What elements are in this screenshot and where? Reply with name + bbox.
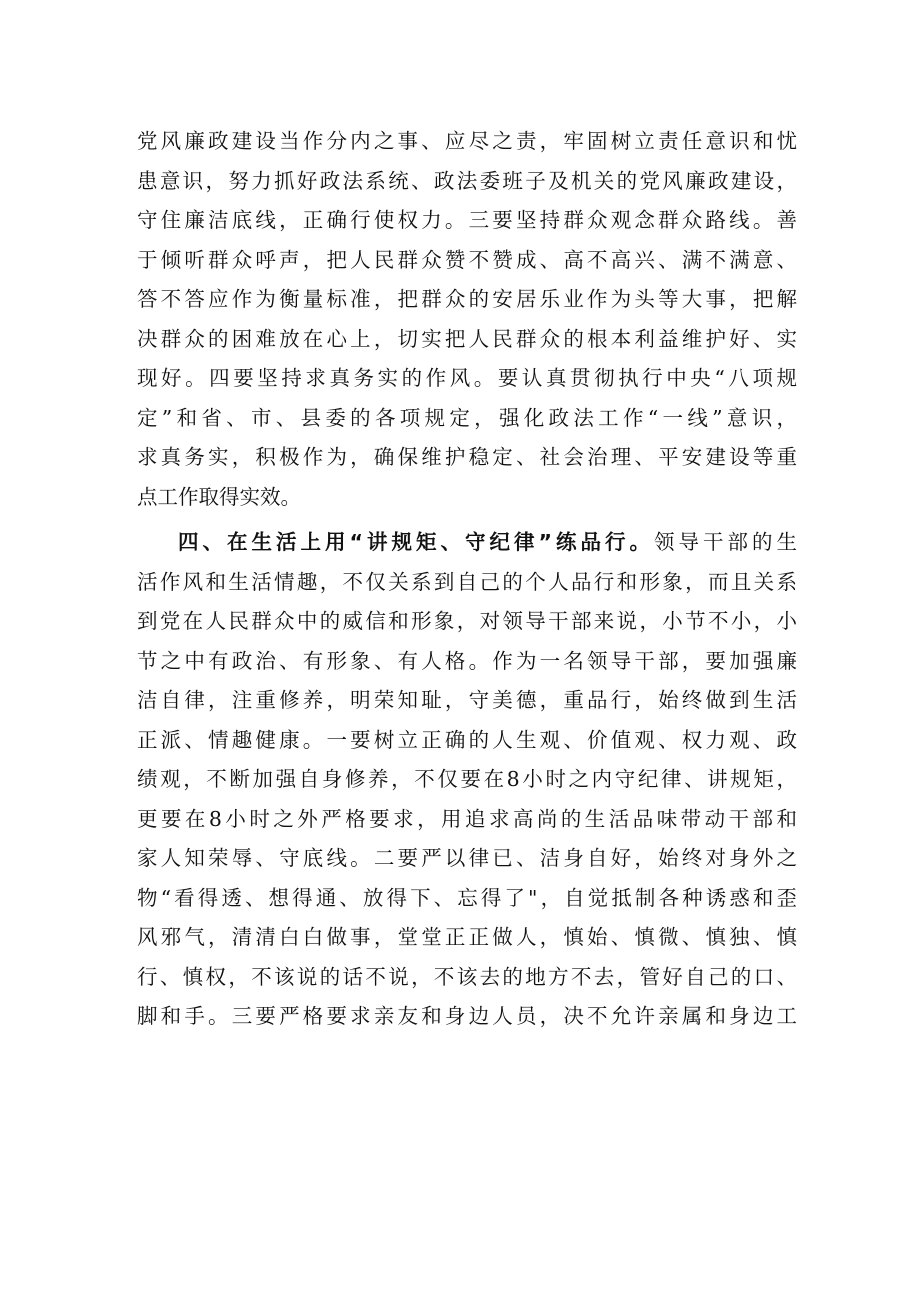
- paragraph-line: 患意识，努力抓好政法系统、政法委班子及机关的党风廉政建设，: [137, 168, 797, 193]
- paragraph-line: 洁自律，注重修养，明荣知耻，守美德，重品行，始终做到生活: [137, 688, 797, 712]
- paragraph-line: 风邪气，清清白白做事，堂堂正正做人，慎始、慎微、慎独、慎: [137, 925, 797, 949]
- paragraph-line: 定”和省、市、县委的各项规定，强化政法工作“一线”意识，: [137, 405, 797, 430]
- first-line-text: 领导干部的生: [653, 530, 797, 554]
- paragraph-line: 物“看得透、想得通、放得下、忘得了"，自觉抵制各种诱惑和歪: [137, 885, 797, 910]
- paragraph-line: 守住廉洁底线，正确行使权力。三要坚持群众观念群众路线。善: [137, 208, 797, 232]
- paragraph-line: 于倾听群众呼声，把人民群众赞不赞成、高不高兴、满不满意、: [137, 247, 797, 272]
- paragraph-line: 点工作取得实效。: [137, 484, 301, 509]
- paragraph-line: 更要在8小时之外严格要求，用追求高尚的生活品味带动干部和: [137, 806, 797, 831]
- paragraph-line: 家人知荣辱、守底线。二要严以律已、洁身自好，始终对身外之: [137, 846, 797, 870]
- paragraph-line: 现好。四要坚持求真务实的作风。要认真贯彻执行中央“八项规: [137, 366, 797, 390]
- paragraph-line: 正派、情趣健康。一要树立正确的人生观、价值观、权力观、政: [137, 727, 797, 752]
- paragraph-line: 求真务实，积极作为，确保维护稳定、社会治理、平安建设等重: [137, 445, 797, 469]
- paragraph-1: [137, 122, 797, 517]
- paragraph-line: 行、慎权，不该说的话不说，不该去的地方不去，管好自己的口、: [137, 964, 797, 989]
- paragraph-line: 绩观，不断加强自身修养，不仅要在8小时之内守纪律、讲规矩，: [137, 767, 797, 791]
- paragraph-line: 党风廉政建设当作分内之事、应尽之责，牢固树立责任意识和忧: [137, 129, 797, 153]
- paragraph-2: [137, 523, 797, 1037]
- paragraph-line: 节之中有政治、有形象、有人格。作为一名领导干部，要加强廉: [137, 648, 797, 673]
- section-heading: 四、在生活上用“讲规矩、守纪律”练品行。: [178, 530, 654, 554]
- paragraph-line: 脚和手。三要严格要求亲友和身边人员，决不允许亲属和身边工: [137, 1004, 797, 1028]
- document-body: [137, 122, 797, 1037]
- paragraph-first-line: [137, 523, 797, 563]
- paragraph-line: 决群众的困难放在心上，切实把人民群众的根本利益维护好、实: [137, 326, 797, 351]
- paragraph-line: 活作风和生活情趣，不仅关系到自己的个人品行和形象，而且关系: [137, 569, 797, 594]
- paragraph-line: 答不答应作为衡量标准，把群众的安居乐业作为头等大事，把解: [137, 287, 797, 311]
- paragraph-line: 到党在人民群众中的威信和形象，对领导干部来说，小节不小，小: [137, 609, 797, 633]
